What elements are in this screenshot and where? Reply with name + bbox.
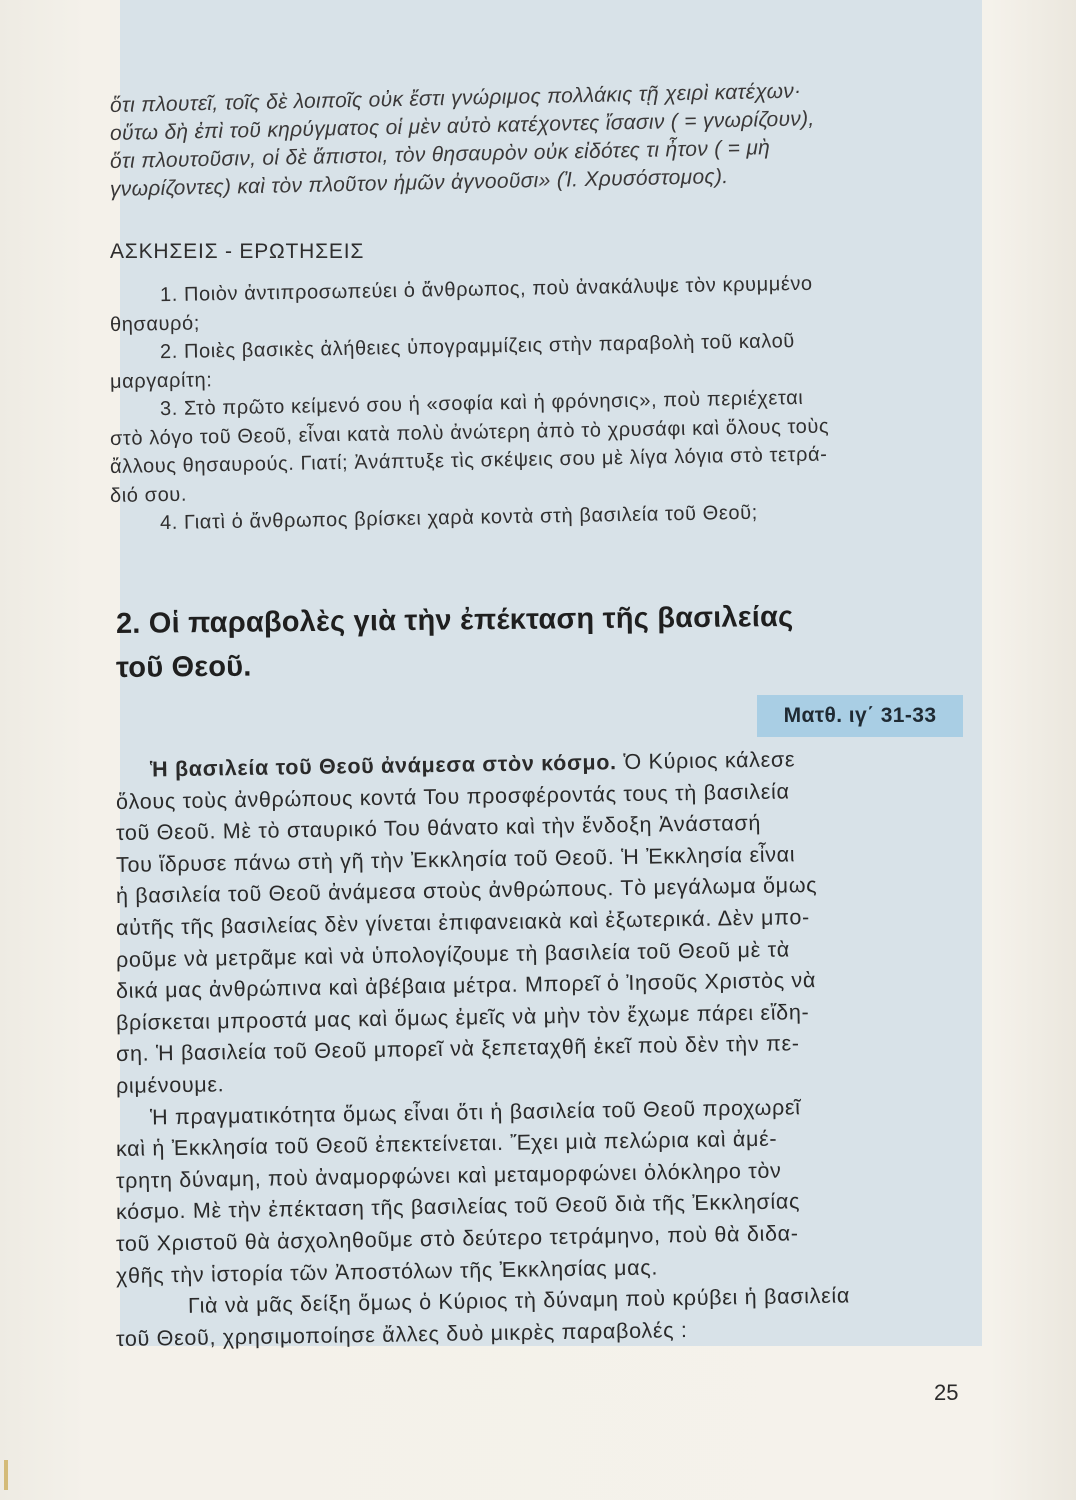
body-line: Γιὰ νὰ μᾶς δείξη ὅμως ὁ Κύριος τὴ δύναμη ποὺ κρύβει ἡ βασιλεία (187, 1283, 851, 1318)
body-line: ἡ βασιλεία τοῦ Θεοῦ ἀνάμεσα στοὺς ἀνθρώπους. Τὸ μεγάλωμα ὅμως (115, 873, 818, 909)
quote-line: γνωρίζοντες) καὶ τὸν πλοῦτον ἡμῶν ἀγνοοῦσι» (Ἰ. Χρυσόστομος). (109, 165, 729, 201)
body-line: ση. Ἡ βασιλεία τοῦ Θεοῦ μπορεῖ νὰ ξεπεταχθῆ ἐκεῖ ποὺ δὲν τὴν πε- (115, 1031, 800, 1067)
exercises-list (109, 272, 970, 539)
body-line: χθῆς τὴν ἱστορία τῶν Ἀποστόλων τῆς Ἐκκλησίας μας. (115, 1254, 659, 1288)
question-line: θησαυρό; (109, 311, 201, 336)
body-line: ροῦμε νὰ μετρᾶμε καὶ νὰ ὑπολογίζουμε τὴ βασιλεία τοῦ Θεοῦ μὲ τὰ (115, 936, 791, 972)
question-line: ἄλλους θησαυρούς. Γιατί; Ἀνάπτυξε τὶς σκέψεις σου μὲ λίγα λόγια στὸ τετρά- (109, 443, 828, 478)
question-line: μαργαρίτη: (109, 368, 213, 393)
scripture-reference (757, 695, 963, 737)
question-line: 4. Γιατὶ ὁ ἄνθρωπος βρίσκει χαρὰ κοντὰ στὴ βασιλεία τοῦ Θεοῦ; (159, 501, 758, 535)
body-line: τρητη δύναμη, ποὺ ἀναμορφώνει καὶ μεταμορφώνει ὁλόκληρο τὸν (115, 1158, 782, 1193)
question-line: 1. Ποιὸν ἀντιπροσωπεύει ὁ ἄνθρωπος, ποὺ ἀνακάλυψε τὸν κρυμμένο (159, 272, 813, 307)
body-line: κόσμο. Μὲ τὴν ἐπέκταση τῆς βασιλείας τοῦ Θεοῦ διὰ τῆς Ἐκκλησίας (115, 1189, 801, 1225)
section-title (116, 602, 976, 690)
quote-line: ὅτι πλουτεῖ, τοῖς δὲ λοιποῖς οὐκ ἔστι γνώριμος πολλάκις τῇ χειρὶ κατέχων· (109, 79, 802, 117)
question-line: διό σου. (109, 483, 188, 507)
section-title-line: τοῦ Θεοῦ. (115, 650, 252, 684)
body-line: τοῦ Θεοῦ. Μὲ τὸ σταυρικό Του θάνατο καὶ τὴν ἔνδοξη Ἀνάστασή (115, 811, 762, 846)
page-number: 25 (934, 1380, 959, 1405)
quote-line: οὕτω δὴ ἐπὶ τοῦ κηρύγματος οἱ μὲν αὐτὸ κατέχοντες ἴσασιν ( = γνωρίζουν), (109, 107, 815, 145)
body-line: Του ἵδρυσε πάνω στὴ γῆ τὴν Ἐκκλησία τοῦ Θεοῦ. Ἡ Ἐκκλησία εἶναι (115, 842, 796, 877)
lead-bold: Ἡ βασιλεία τοῦ Θεοῦ ἀνάμεσα στὸν κόσμο. (149, 750, 617, 782)
body-line: τοῦ Χριστοῦ θὰ ἀσχοληθοῦμε στὸ δεύτερο τετράμηνο, ποὺ θὰ διδα- (115, 1221, 799, 1256)
quotation-block (109, 79, 970, 204)
question-line: στὸ λόγο τοῦ Θεοῦ, εἶναι κατὰ πολὺ ἀνώτερη ἀπὸ τὸ χρυσάφι καὶ ὅλους τοὺς (109, 414, 830, 450)
body-line: τοῦ Θεοῦ, χρησιμοποίησε ἄλλες δυὸ μικρὲς παραβολές : (115, 1317, 688, 1351)
body-line: καὶ ἡ Ἐκκλησία τοῦ Θεοῦ ἐπεκτείνεται. Ἔχει μιὰ πελώρια καὶ ἀμέ- (115, 1126, 778, 1162)
binding-mark (4, 1460, 8, 1490)
question-line: 3. Στὸ πρῶτο κείμενό σου ἡ «σοφία καὶ ἡ φρόνησις», ποὺ περιέχεται (159, 386, 804, 421)
quote-line: ὅτι πλουτοῦσιν, οἱ δὲ ἄπιστοι, τὸν θησαυρὸν οὐκ εἰδότες τι ἦτον ( = μὴ (109, 136, 771, 173)
body-text (115, 747, 976, 1355)
body-line: βρίσκεται μπροστά μας καὶ ὅμως ἐμεῖς νὰ μὴν τὸν ἔχωμε πάρει εἴδη- (115, 999, 810, 1035)
scripture-reference-text: Ματθ. ιγ΄ 31-33 (783, 704, 937, 727)
body-line: αὐτῆς τῆς βασιλείας δὲν γίνεται ἐπιφανειακὰ καὶ ἐξωτερικά. Δὲν μπο- (115, 905, 811, 940)
body-line: Ἡ πραγματικότητα ὅμως εἶναι ὅτι ἡ βασιλεία τοῦ Θεοῦ προχωρεῖ (149, 1094, 801, 1129)
exercises-heading: ΑΣΚΗΣΕΙΣ - ΕΡΩΤΗΣΕΙΣ (110, 240, 365, 263)
question-line: 2. Ποιὲς βασικὲς ἀλήθειες ὑπογραμμίζεις στὴν παραβολὴ τοῦ καλοῦ (159, 330, 796, 364)
lead-rest: Ὁ Κύριος κάλεσε (616, 747, 796, 775)
body-line: ριμένουμε. (115, 1072, 225, 1098)
section-title-line: 2. Οἱ παραβολὲς γιὰ τὴν ἐπέκταση τῆς βασιλείας (115, 600, 794, 640)
body-line: δικά μας ἀνθρώπινα καὶ ἀβέβαια μέτρα. Μπορεῖ ὁ Ἰησοῦς Χριστὸς νὰ (115, 968, 817, 1004)
body-line: ὅλους τοὺς ἀνθρώπους κοντά Του προσφέροντάς τους τὴ βασιλεία (115, 779, 790, 814)
